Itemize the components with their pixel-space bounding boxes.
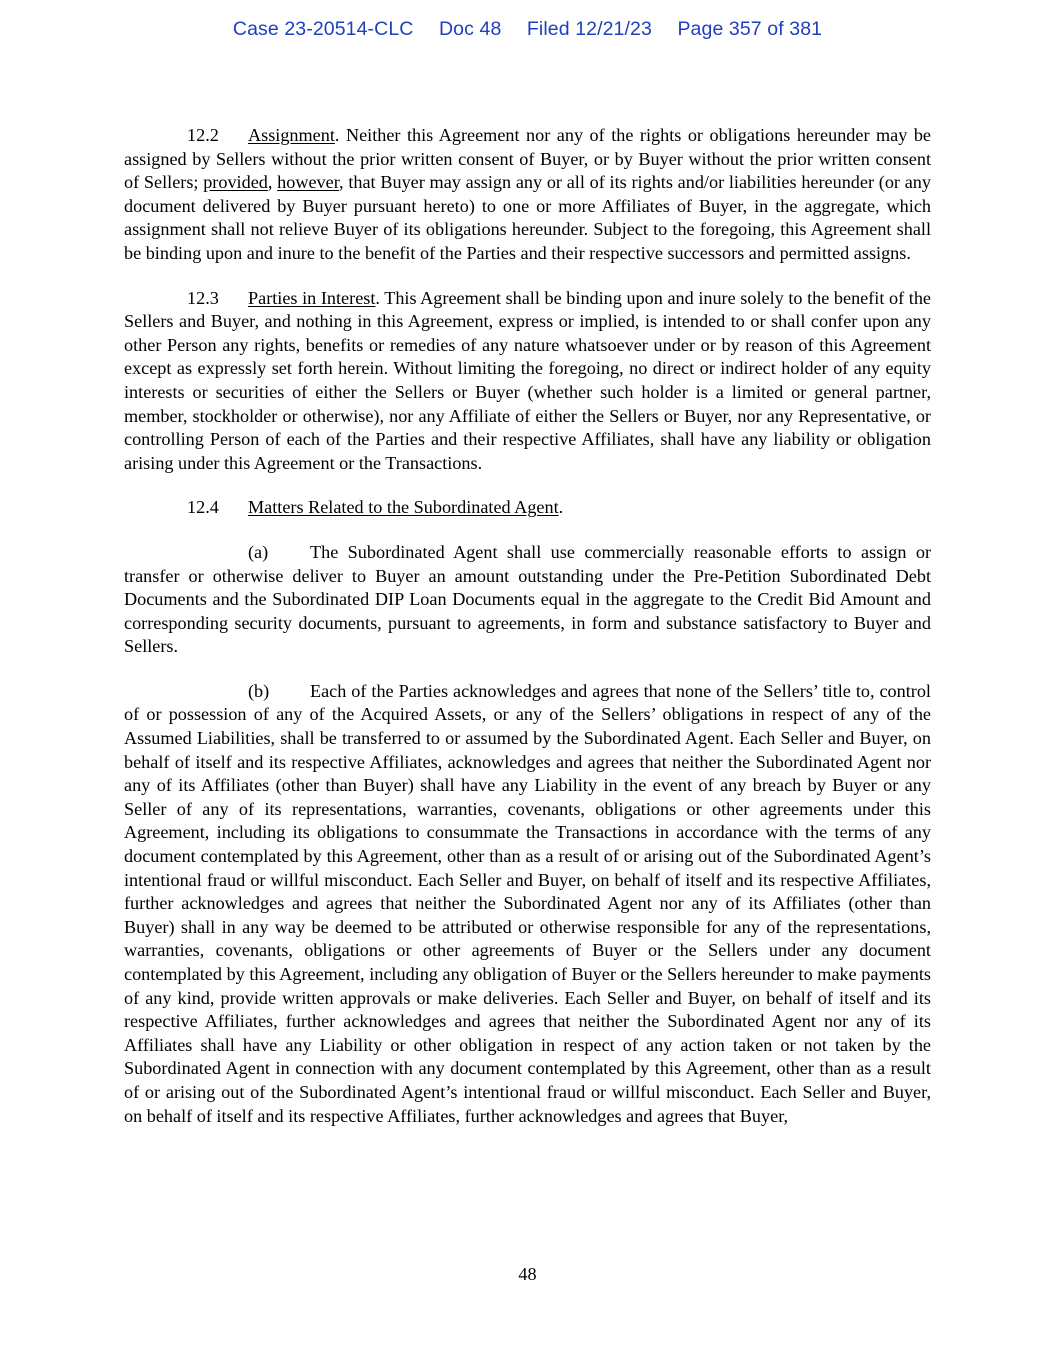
section-number: 12.2 bbox=[187, 125, 219, 145]
section-number: 12.4 bbox=[187, 497, 219, 518]
subsection-letter: (b) bbox=[248, 680, 270, 701]
comma-text: , bbox=[267, 172, 278, 193]
court-filing-header bbox=[0, 18, 1055, 41]
filed-date: Filed 12/21/23 bbox=[526, 18, 652, 40]
section-heading: Assignment bbox=[248, 125, 335, 145]
section-heading: Parties in Interest bbox=[248, 287, 376, 308]
heading-period: . bbox=[558, 497, 564, 518]
section-text-continued: , that Buyer may assign any or all of its rights and/or liabilities hereunder (or any document delivered by Buyer pursuant hereto) to one or more Affiliates of Buyer, in the aggregate, which assignment shall not relieve Buyer of its obligations hereunder. Subject to the foregoing, this Agreement shall be binding upon and inure to the benefit of the Parties and their respective successors and permitted assigns. bbox=[124, 172, 931, 263]
page-of-total: Page 357 of 381 bbox=[677, 18, 823, 40]
provided-term: provided bbox=[203, 172, 268, 193]
section-text: . This Agreement shall be binding upon and inure solely to the benefit of the Sellers and Buyer, and nothing in this Agreement, express or implied, is intended to or shall confer upon any other Person any rights, benefits or remedies of any nature whatsoever under or by reason of this Agreement except as expressly set forth herein. Without limiting the foregoing, no direct or indirect holder of any equity interests or securities of either the Sellers or Buyer (whether such holder is a limited or general partner, member, stockholder or otherwise), nor any Affiliate of either the Sellers or Buyer, nor any Representative, or controlling Person of each of the Parties and their respective Affiliates, shall have any liability or obligation arising under this Agreement or the Transactions. bbox=[124, 287, 931, 473]
section-12-2 bbox=[124, 124, 931, 266]
subsection-text: The Subordinated Agent shall use commercially reasonable efforts to assign or transfer or otherwise deliver to Buyer an amount outstanding under the Pre-Petition Subordinated Debt Documents and the Subordinated DIP Loan Documents equal in the aggregate to the Credit Bid Amount and corresponding security documents, pursuant to agreements, in form and substance satisfactory to Buyer and Sellers. bbox=[124, 541, 931, 657]
doc-number: Doc 48 bbox=[439, 18, 502, 40]
however-term: however bbox=[277, 172, 340, 193]
subsection-text: Each of the Parties acknowledges and agrees that none of the Sellers’ title to, control of or possession of any of the Acquired Assets, or any of the Sellers’ obligations in respect of any of the Assumed Liabilities, shall be transferred to or assumed by the Subordinated Agent. Each Seller and Buyer, on behalf of itself and its respective Affiliates, acknowledges and agrees that neither the Subordinated Agent nor any of its Affiliates (other than Buyer) shall have any Liability in the event of any breach by Buyer or any Seller of any of its representations, warranties, covenants, obligations or other agreements under this Agreement, including its obligations to consummate the Transactions in accordance with the terms of any document contemplated by this Agreement, other than as a result of or arising out of the Subordinated Agent’s intentional fraud or willful misconduct. Each Seller and Buyer, on behalf of itself and its respective Affiliates, further acknowledges and agrees that neither the Subordinated Agent nor any of its Affiliates (other than Buyer) shall in any way be deemed to be attributed or otherwise responsible for any of the representations, warranties, covenants, obligations or other agreements of Buyer or the Sellers under any document contemplated by this Agreement, including any obligation of Buyer or the Sellers hereunder to make payments of any kind, provide written approvals or make deliveries. Each Seller and Buyer, on behalf of itself and its respective Affiliates, further acknowledges and agrees that neither the Subordinated Agent nor any of its Affiliates shall have any Liability or other obligation in respect of any action taken or not taken by the Subordinated Agent in connection with any document contemplated by this Agreement, other than as a result of or arising out of the Subordinated Agent’s intentional fraud or willful misconduct. Each Seller and Buyer, on behalf of itself and its respective Affiliates, further acknowledges and agrees that Buyer, bbox=[124, 680, 931, 1126]
subsection-letter: (a) bbox=[248, 541, 269, 562]
subsection-12-4-b bbox=[124, 680, 931, 1128]
page-number: 48 bbox=[518, 1264, 537, 1284]
document-body bbox=[124, 124, 931, 1149]
section-12-4 bbox=[124, 496, 931, 520]
subsection-12-4-a bbox=[124, 541, 931, 659]
section-number: 12.3 bbox=[187, 287, 219, 308]
case-number: Case 23-20514-CLC bbox=[232, 18, 414, 40]
section-text: . Neither this Agreement nor any of the rights or obligations hereunder may be assigned by Sellers without the prior written consent of Buyer, or by Buyer without the prior written consent of Sellers; bbox=[124, 125, 931, 193]
section-heading: Matters Related to the Subordinated Agent bbox=[248, 497, 559, 518]
section-12-3 bbox=[124, 287, 931, 476]
